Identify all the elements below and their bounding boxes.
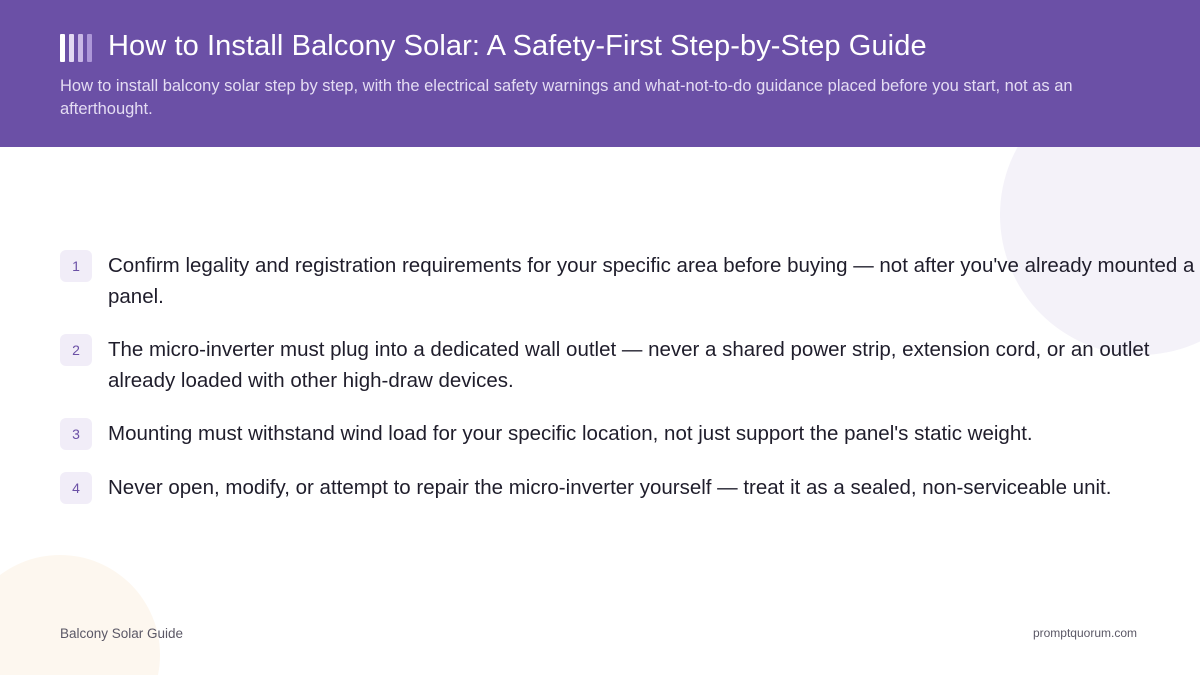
- footer-brand: Balcony Solar Guide: [60, 626, 184, 641]
- step-item: [60, 334, 1200, 396]
- bar-stripes-icon: [60, 34, 94, 62]
- step-item: [60, 472, 1200, 504]
- step-text: Never open, modify, or attempt to repair the micro-inverter yourself — treat it as a sealed, non-serviceable unit.: [108, 476, 1112, 499]
- steps-list: [60, 250, 1200, 526]
- step-text: The micro-inverter must plug into a dedicated wall outlet — never a shared power strip, extension cord, or an outlet already loaded with other high-draw devices.: [108, 338, 1150, 392]
- step-text: Confirm legality and registration requirements for your specific area before buying — not after you've already mounted a panel.: [108, 254, 1195, 308]
- step-number-badge: 2: [60, 334, 92, 366]
- step-number-badge: 1: [60, 250, 92, 282]
- header-banner: [0, 0, 1200, 147]
- step-number-badge: 3: [60, 418, 92, 450]
- step-item: [60, 418, 1200, 450]
- footer-url: promptquorum.com: [1032, 626, 1137, 640]
- step-item: [60, 250, 1200, 312]
- step-text: Mounting must withstand wind load for your specific location, not just support the panel's static weight.: [108, 422, 1033, 445]
- page-title: How to Install Balcony Solar: A Safety-First Step-by-Step Guide: [108, 30, 927, 62]
- decorative-circle-left: [0, 555, 160, 675]
- page-subtitle: How to install balcony solar step by step, with the electrical safety warnings and what-not-to-do guidance placed before you start, not as an afterthought.: [60, 77, 1073, 118]
- step-number-badge: 4: [60, 472, 92, 504]
